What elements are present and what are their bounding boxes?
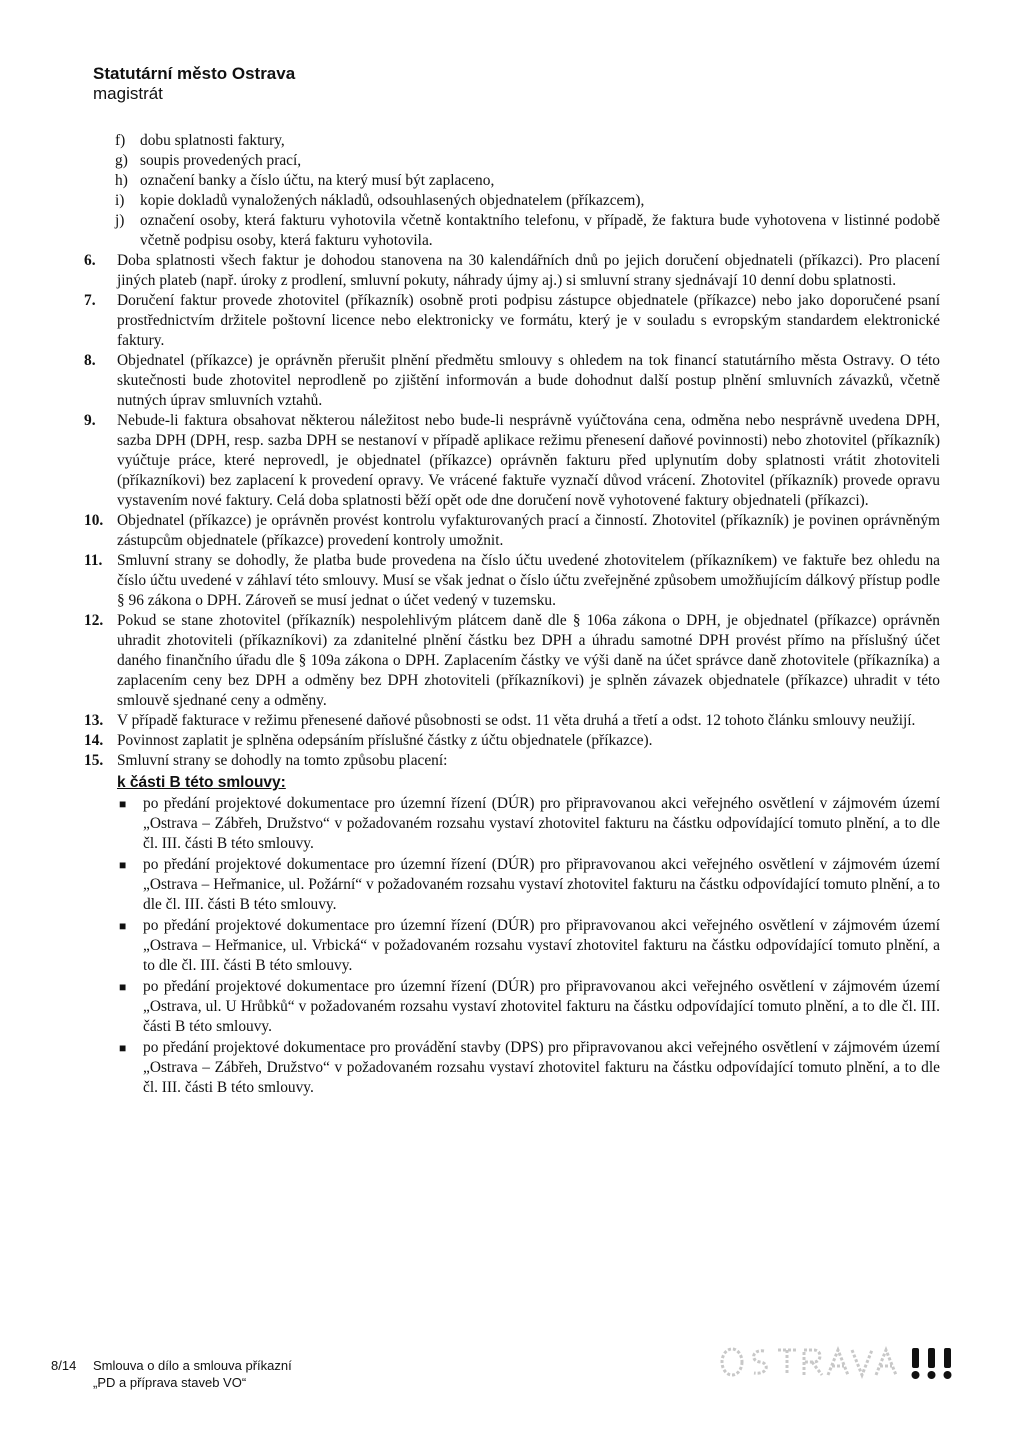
list-text: soupis provedených prací,: [140, 152, 302, 169]
list-marker: h): [115, 172, 128, 189]
bullet-item: [117, 977, 940, 1037]
paragraph-text: Objednatel (příkazce) je oprávněn přerušit plnění předmětu smlouvy s ohledem na tok financí statutárního města Ostravy. O této skutečnosti bude zhotovitel neprodleně po zjištění informován a bude dohodnut další postup plnění smluvních závazků, včetně nutných úprav smluvních vztahů.: [117, 352, 940, 409]
paragraph-text: Doba splatnosti všech faktur je dohodou stanovena na 30 kalendářních dnů po jejich doručení objednateli (příkazci). Pro placení jiných plateb (např. úroky z prodlení, smluvní pokuty, náhrady újmy aj.) si smluvní strany sjednávají 10 denní dobu splatnosti.: [117, 252, 940, 289]
organization-name: Statutární město Ostrava: [93, 64, 296, 83]
list-item: [115, 211, 940, 251]
paragraph-text: Doručení faktur provede zhotovitel (příkazník) osobně proti podpisu zástupce objednatele (příkazce) nebo jako doporučené psaní prostřednictvím držitele poštovní licence nebo elektronicky ve formátu, který je v souladu s evropským standardem elektronické faktury.: [117, 292, 940, 349]
footer-line-2: „PD a příprava staveb VO“: [93, 1375, 247, 1390]
page-number: 8/14: [51, 1358, 77, 1373]
paragraph-number: 12.: [84, 612, 104, 629]
bullet-item: [117, 855, 940, 915]
list-item: [115, 131, 940, 151]
paragraph-text: Smluvní strany se dohodly, že platba bude provedena na číslo účtu uvedené zhotovitelem (příkazníkem) ve faktuře bez ohledu na číslo účtu uvedené v záhlaví této smlouvy. Musí se však jednat o číslo účtu zveřejněné způsobem umožňujícím dálkový přístup podle § 96 zákona o DPH. Zároveň se musí jednat o účet vedený v tuzemsku.: [117, 552, 940, 609]
section-title: k části B této smlouvy:: [117, 774, 286, 791]
numbered-paragraph: [84, 731, 940, 751]
organization-unit: magistrát: [93, 84, 163, 103]
bullet-item: [117, 1038, 940, 1098]
list-text: označení banky a číslo účtu, na který musí být zaplaceno,: [140, 172, 495, 189]
paragraph-number: 9.: [84, 412, 96, 429]
bullet-square-icon: ■: [119, 858, 127, 872]
bullet-square-icon: ■: [119, 797, 127, 811]
list-item: [115, 151, 940, 171]
numbered-paragraph: [84, 611, 940, 711]
bullet-square-icon: ■: [119, 980, 127, 994]
list-marker: g): [115, 152, 128, 169]
paragraph-text: V případě fakturace v režimu přenesené daňové působnosti se odst. 11 věta druhá a třetí a odst. 12 tohoto článku smlouvy neužijí.: [117, 712, 916, 729]
bullet-square-icon: ■: [119, 1041, 127, 1055]
document-body: [84, 131, 940, 1098]
footer-text: [93, 1357, 393, 1391]
paragraph-number: 6.: [84, 252, 96, 269]
ostrava-logo: [712, 1345, 962, 1385]
paragraph-text: Povinnost zaplatit je splněna odepsáním příslušné částky z účtu objednatele (příkazce).: [117, 732, 653, 749]
paragraph-text: Objednatel (příkazce) je oprávněn provést kontrolu vyfakturovaných prací a činností. Zhotovitel (příkazník) je povinen oprávněným zástupcům objednatele (příkazce) provedení kontroly umožnit.: [117, 512, 940, 549]
bullet-text: po předání projektové dokumentace pro územní řízení (DÚR) pro připravovanou akci veřejného osvětlení v zájmovém území „Ostrava, ul. U Hrůbků“ v požadovaném rozsahu vystaví zhotovitel fakturu na částku odpovídající tomuto plnění, a to dle čl. III. části B této smlouvy.: [143, 978, 940, 1035]
list-item: [115, 171, 940, 191]
numbered-paragraph: [84, 711, 940, 731]
footer-line-1: Smlouva o dílo a smlouva příkazní: [93, 1358, 292, 1373]
numbered-paragraph: [84, 411, 940, 511]
paragraph-number: 11.: [84, 552, 103, 569]
page-header: [93, 64, 295, 104]
bullet-text: po předání projektové dokumentace pro územní řízení (DÚR) pro připravovanou akci veřejného osvětlení v zájmovém území „Ostrava – Heřmanice, ul. Požární“ v požadovaném rozsahu vystaví zhotovitel fakturu na částku odpovídající tomuto plnění, a to dle čl. III. části B této smlouvy.: [143, 856, 940, 913]
list-marker: i): [115, 192, 125, 209]
bullet-text: po předání projektové dokumentace pro územní řízení (DÚR) pro připravovanou akci veřejného osvětlení v zájmovém území „Ostrava – Heřmanice, ul. Vrbická“ v požadovaném rozsahu vystaví zhotovitel fakturu na částku odpovídající tomuto plnění, a to dle čl. III. části B této smlouvy.: [143, 917, 940, 974]
bullet-text: po předání projektové dokumentace pro provádění stavby (DPS) pro připravovanou akci veřejného osvětlení v zájmovém území „Ostrava – Zábřeh, Družstvo“ v požadovaném rozsahu vystaví zhotovitel fakturu na částku odpovídající tomuto plnění, a to dle čl. III. části B této smlouvy.: [143, 1039, 940, 1096]
numbered-paragraph: [84, 351, 940, 411]
bullet-item: [117, 794, 940, 854]
list-item: [115, 191, 940, 211]
numbered-paragraph: [84, 291, 940, 351]
numbered-paragraph: [84, 751, 940, 771]
paragraph-text: Pokud se stane zhotovitel (příkazník) nespolehlivým plátcem daně dle § 106a zákona o DPH, je objednatel (příkazce) oprávněn uhradit zhotoviteli (příkazníkovi) za zdanitelné plnění částku bez DPH a úhradu samotné DPH provést přímo na příslušný účet daného finančního úřadu dle § 109a zákona o DPH. Zaplacením částky ve výši daně na účet správce daně zhotovitele (příkazníka) a zaplacením ceny bez DPH a odměny bez DPH zhotoviteli (příkazníkovi) je splněn závazek objednatele (příkazce) uhradit v této smlouvě sjednané ceny a odměny.: [117, 612, 940, 709]
bullet-text: po předání projektové dokumentace pro územní řízení (DÚR) pro připravovanou akci veřejného osvětlení v zájmovém území „Ostrava – Zábřeh, Družstvo“ v požadovaném rozsahu vystaví zhotovitel fakturu na částku odpovídající tomuto plnění, a to dle čl. III. části B této smlouvy.: [143, 795, 940, 852]
paragraph-number: 15.: [84, 752, 104, 769]
paragraph-number: 14.: [84, 732, 104, 749]
numbered-paragraph: [84, 511, 940, 551]
numbered-paragraph: [84, 551, 940, 611]
list-text: označení osoby, která fakturu vyhotovila včetně kontaktního telefonu, v případě, že faktura bude vyhotovena v listinné podobě včetně podpisu osoby, která fakturu vyhotovila.: [140, 212, 940, 249]
list-marker: f): [115, 132, 126, 149]
list-marker: j): [115, 212, 125, 229]
numbered-paragraph: [84, 251, 940, 291]
paragraph-number: 8.: [84, 352, 96, 369]
bullet-square-icon: ■: [119, 919, 127, 933]
paragraph-text: Nebude-li faktura obsahovat některou náležitost nebo bude-li nesprávně vyúčtována cena, odměna nebo nesprávně uvedena DPH, sazba DPH (DPH, resp. sazba DPH se nestanoví v případě aplikace režimu přenesení daňové povinnosti) nebo zhotovitel (příkazník) vyúčtuje práce, které neprovedl, je objednatel (příkazce) oprávněn fakturu před uplynutím doby splatnosti vrátit zhotoviteli (příkazníkovi) bez zaplacení k provedení opravy. Ve vrácené faktuře vyznačí důvod vrácení. Zhotovitel (příkazník) provede opravu vystavením nové faktury. Celá doba splatnosti běží opět ode dne doručení nově vyhotovené faktury objednateli (příkazci).: [117, 412, 940, 509]
bullet-item: [117, 916, 940, 976]
paragraph-number: 13.: [84, 712, 104, 729]
list-text: kopie dokladů vynaložených nákladů, odsouhlasených objednatelem (příkazcem),: [140, 192, 645, 209]
paragraph-number: 10.: [84, 512, 104, 529]
list-text: dobu splatnosti faktury,: [140, 132, 285, 149]
paragraph-number: 7.: [84, 292, 96, 309]
paragraph-text: Smluvní strany se dohodly na tomto způsobu placení:: [117, 752, 448, 769]
